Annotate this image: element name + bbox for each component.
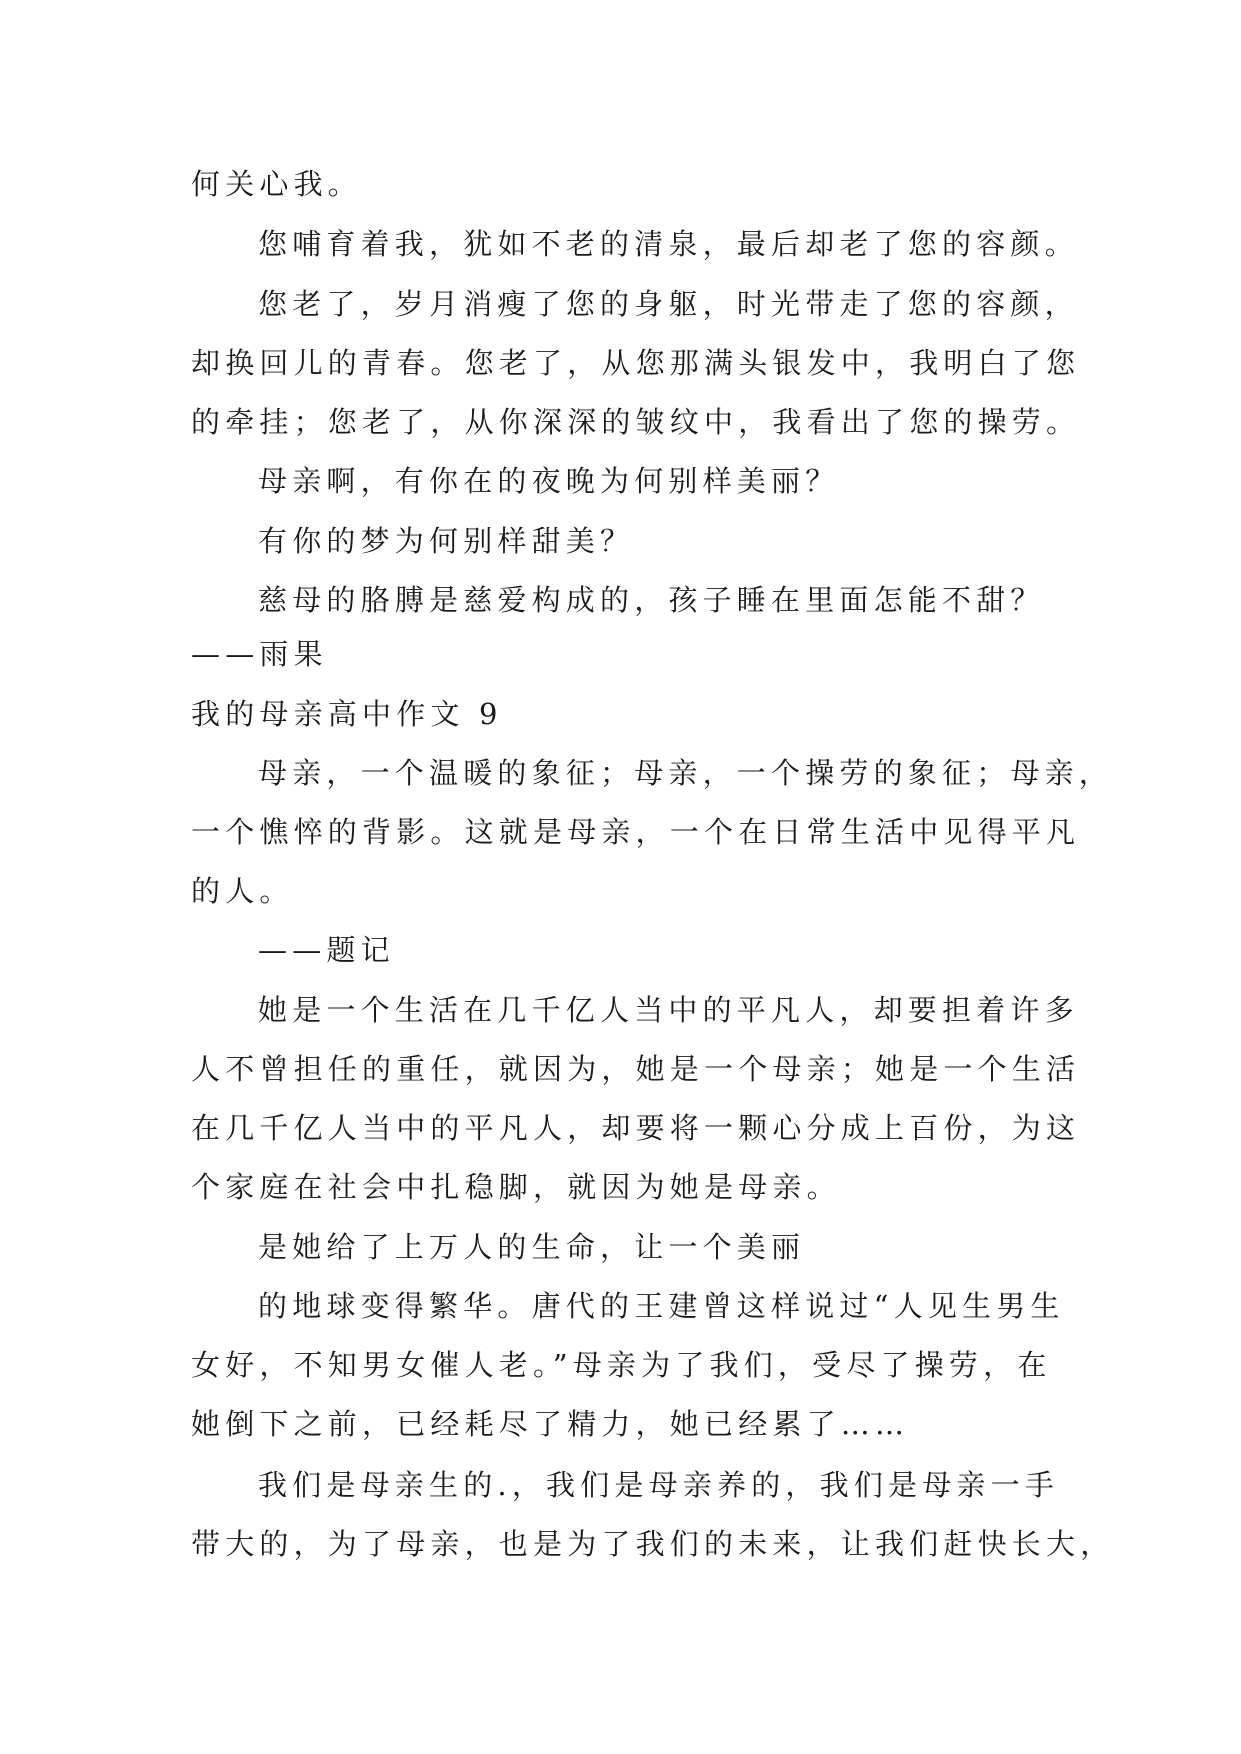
text-line: 您老了，岁月消瘦了您的身躯，时光带走了您的容颜， [258,287,1079,321]
text-line: 母亲，一个温暖的象征；母亲，一个操劳的象征；母亲， [258,756,1114,790]
section-heading: 我的母亲高中作文 9 [191,697,503,731]
text-line: 她倒下之前，已经耗尽了精力，她已经累了…… [191,1407,910,1441]
text-line: 个家庭在社会中扎稳脚，就因为她是母亲。 [191,1170,841,1204]
text-line: 女好，不知男女催人老。”母亲为了我们，受尽了操劳，在 [191,1348,1052,1382]
text-line: 何关心我。 [191,167,363,201]
text-line: 在几千亿人当中的平凡人，却要将一颗心分成上百份，为这 [191,1111,1081,1145]
text-line: 却换回儿的青春。您老了，从您那满头银发中，我明白了您 [191,346,1081,380]
text-line: 有你的梦为何别样甜美？ [258,524,635,558]
text-line: 您哺育着我，犹如不老的清泉，最后却老了您的容颜。 [258,227,1079,261]
text-line: 慈母的胳膊是慈爱构成的，孩子睡在里面怎能不甜？ [258,583,1045,617]
text-line: 的人。 [191,874,294,908]
text-line: 我们是母亲生的.，我们是母亲养的，我们是母亲一手 [258,1468,1060,1502]
text-line: 的地球变得繁华。唐代的王建曾这样说过“人见生男生 [258,1289,1065,1323]
text-line: 母亲啊，有你在的夜晚为何别样美丽？ [258,464,840,498]
inscription-line: ——题记 [258,933,395,967]
text-line: 人不曾担任的重任，就因为，她是一个母亲；她是一个生活 [191,1052,1081,1086]
text-line: 她是一个生活在几千亿人当中的平凡人，却要担着许多 [258,993,1079,1027]
text-line: 一个憔悴的背影。这就是母亲，一个在日常生活中见得平凡 [191,815,1081,849]
attribution-line: ——雨果 [191,637,328,671]
text-line: 的牵挂；您老了，从你深深的皱纹中，我看出了您的操劳。 [191,405,1081,439]
text-line: 是她给了上万人的生命，让一个美丽 [258,1230,806,1264]
text-line: 带大的，为了母亲，也是为了我们的未来，让我们赶快长大， [191,1527,1115,1561]
